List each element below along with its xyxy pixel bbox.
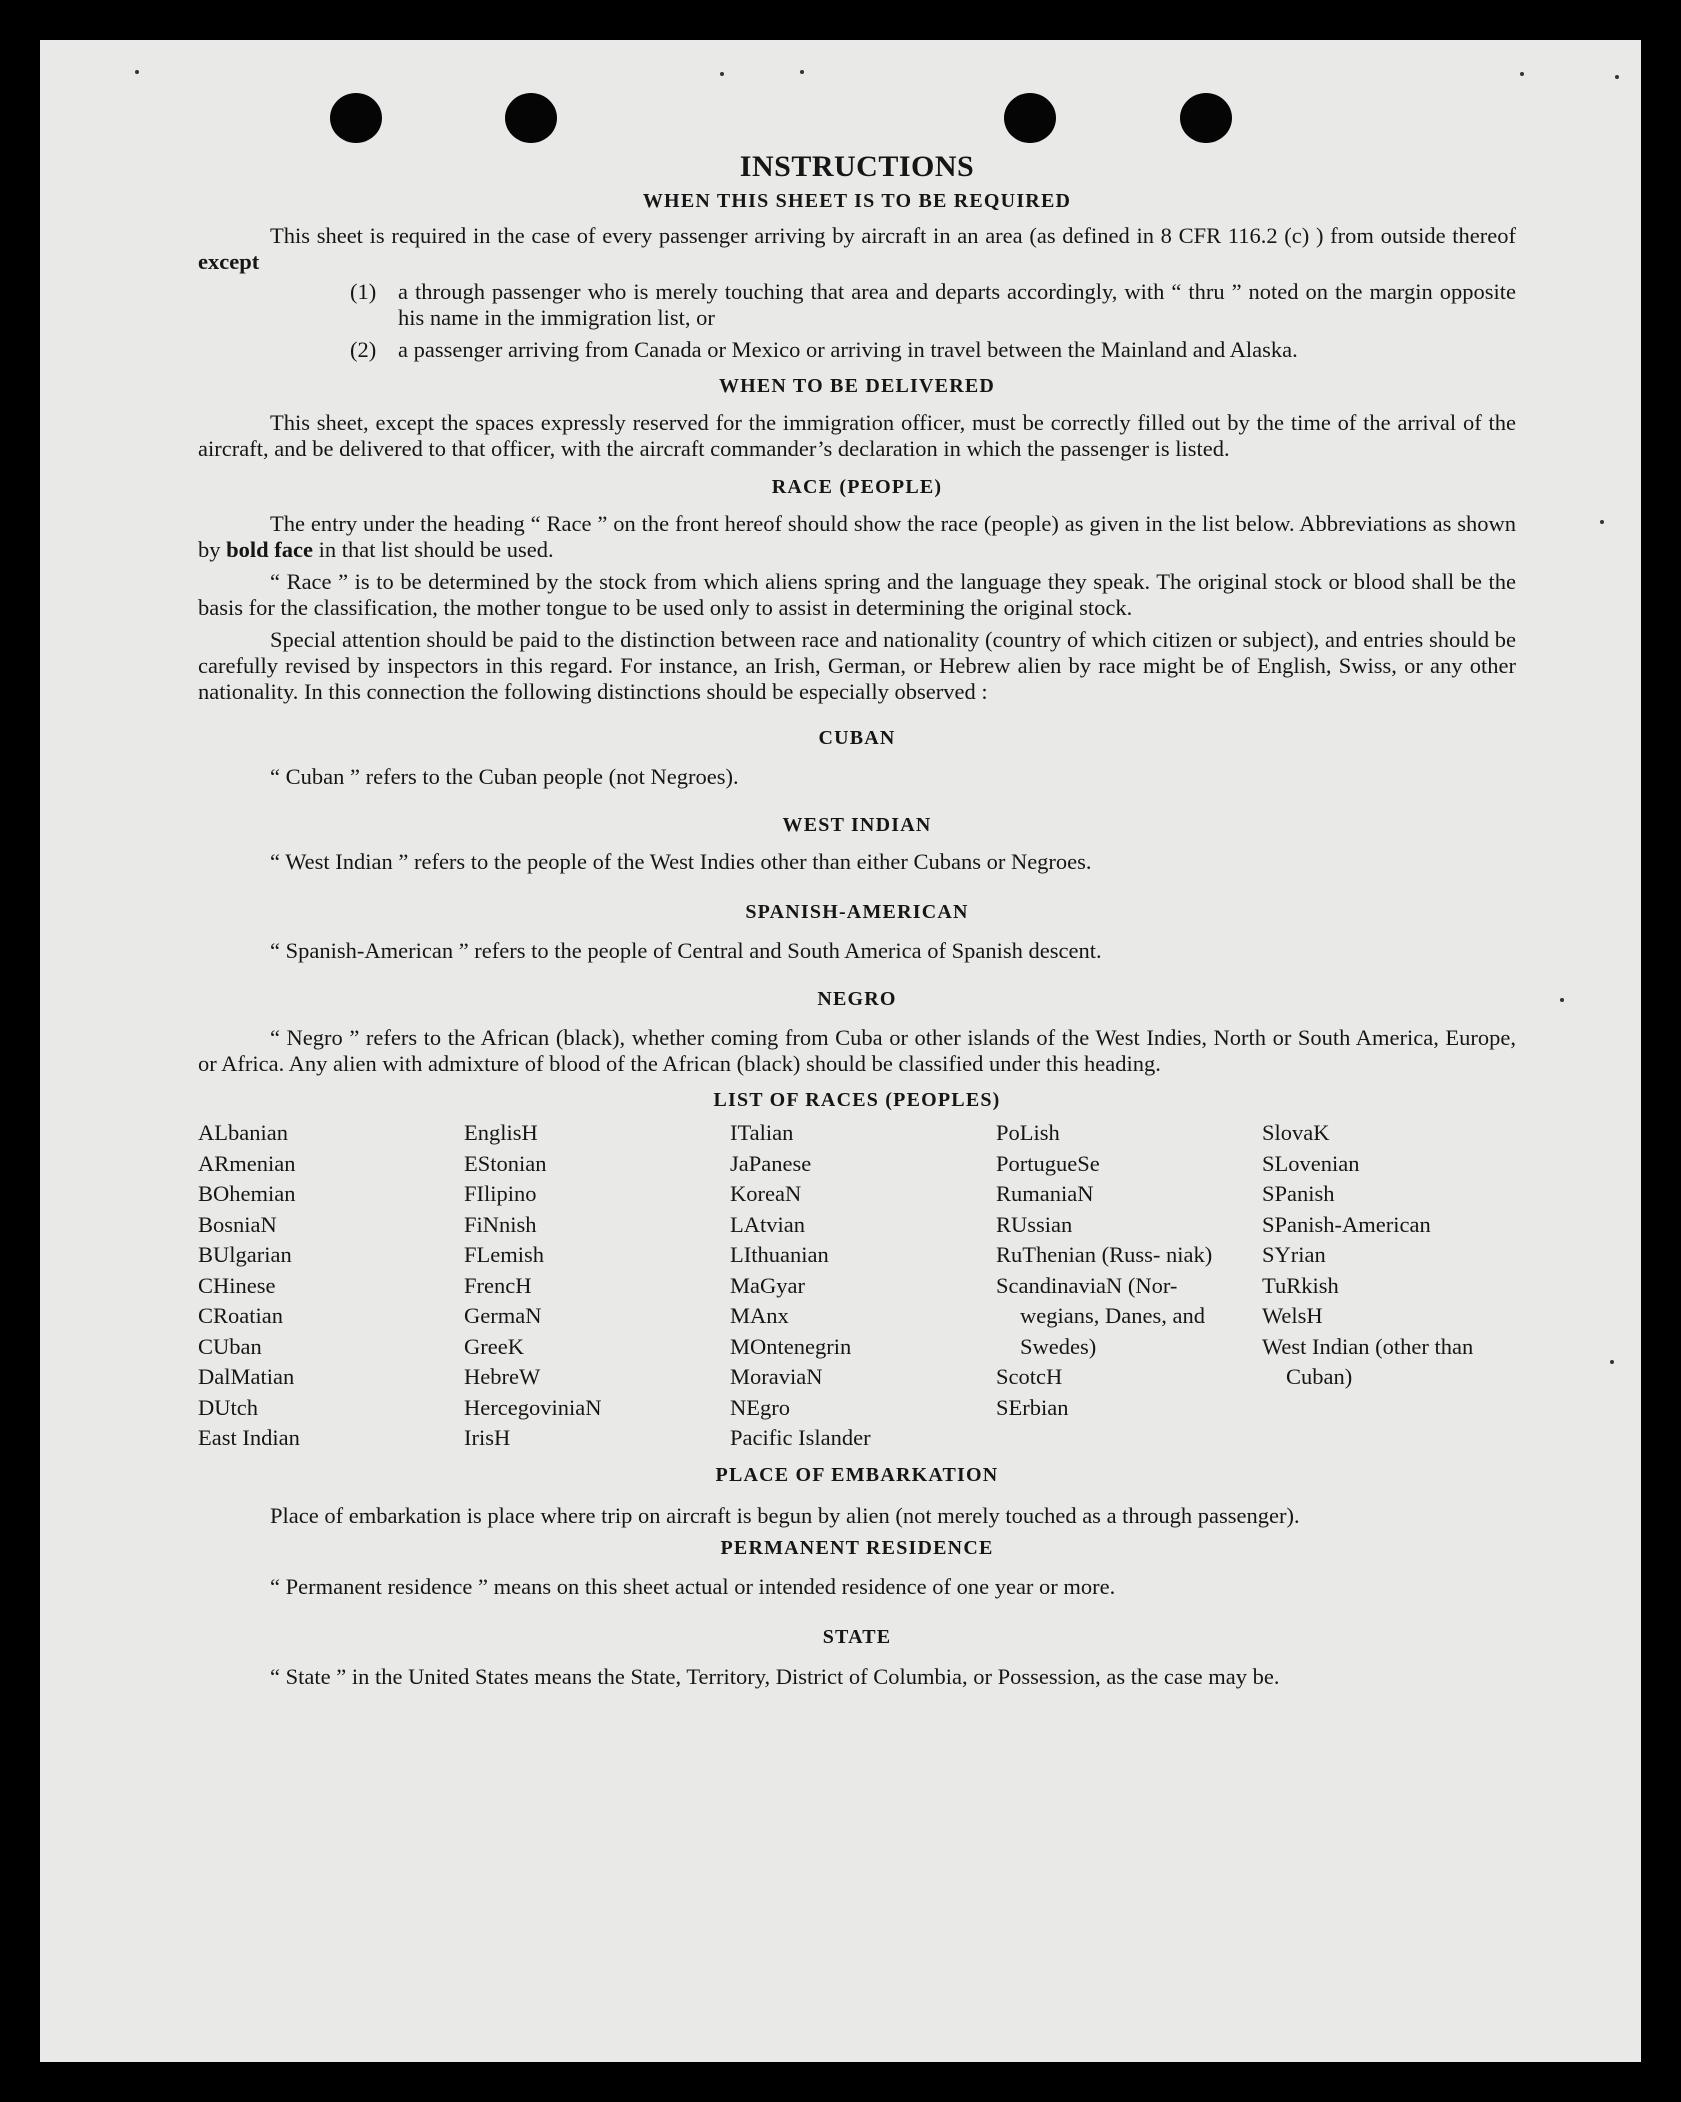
race-entry: SPanish-American xyxy=(1262,1211,1431,1237)
race-column-1 xyxy=(198,1118,464,1454)
race-entry: DUtch xyxy=(198,1394,258,1420)
race-entry: TuRkish xyxy=(1262,1272,1339,1298)
speck xyxy=(1610,1360,1614,1364)
race-entry: SErbian xyxy=(996,1394,1069,1420)
race-entry: SlovaK xyxy=(1262,1120,1330,1145)
item-text: a through passenger who is merely touching that area and departs accordingly, with “ thru ” noted on the margin opposite his name in the immigration list, or xyxy=(398,279,1516,330)
race-entry: FiNnish xyxy=(464,1211,537,1237)
race-entry: MaGyar xyxy=(730,1272,805,1298)
race-entry: SPanish xyxy=(1262,1181,1335,1206)
required-intro xyxy=(198,223,1516,275)
race-entry: ITalian xyxy=(730,1120,794,1145)
race-entry: GermaN xyxy=(464,1303,542,1328)
race-column-3 xyxy=(730,1118,996,1454)
race-entry: ARmenian xyxy=(198,1150,296,1176)
race-entry: RuThenian (Russ- niak) xyxy=(996,1242,1213,1267)
page-title: INSTRUCTIONS xyxy=(739,150,975,183)
speck xyxy=(1600,520,1604,524)
race-entry: EnglisH xyxy=(464,1120,538,1145)
race-entry: CHinese xyxy=(198,1272,276,1298)
race-entry: CUban xyxy=(198,1333,262,1359)
cuban-text: “ Cuban ” refers to the Cuban people (not Negroes). xyxy=(270,764,739,789)
race-entry: ScandinaviaN (Nor- wegians, Danes, and Swedes) xyxy=(996,1272,1205,1359)
race-entry: LAtvian xyxy=(730,1211,805,1237)
speck xyxy=(1560,998,1564,1002)
item-number: (2) xyxy=(350,337,377,362)
delivered-text: This sheet, except the spaces expressly reserved for the immigration officer, must be correctly filled out by the time of the arrival of the aircraft, and be delivered to that officer, with the aircraft commander’s declaration in which the passenger is listed. xyxy=(198,410,1516,461)
race-entry: RUssian xyxy=(996,1211,1073,1237)
spanish-american-text: “ Spanish-American ” refers to the people of Central and South America of Spanish descent. xyxy=(270,938,1102,963)
race-entry: WelsH xyxy=(1262,1303,1323,1328)
race-entry: IrisH xyxy=(464,1425,511,1450)
heading-negro: NEGRO xyxy=(817,988,897,1010)
speck xyxy=(1520,72,1524,76)
race-entry: West Indian (other than Cuban) xyxy=(1262,1333,1474,1389)
race-entry: JaPanese xyxy=(730,1150,812,1176)
negro-text: “ Negro ” refers to the African (black), whether coming from Cuba or other islands of the West Indies, North or South America, Europe, or Africa. Any alien with admixture of blood of the African (black) should be classified under this heading. xyxy=(198,1025,1516,1076)
heading-west-indian: WEST INDIAN xyxy=(782,814,932,836)
residence-text: “ Permanent residence ” means on this sheet actual or intended residence of one year or more. xyxy=(270,1573,1116,1599)
race-p1-a: The entry under the heading “ Race ” on the front hereof should show the race (people) as given in the list below. Abbreviations as shown by xyxy=(198,511,1516,562)
race-entry: BUlgarian xyxy=(198,1242,292,1267)
west-indian-text: “ West Indian ” refers to the people of the West Indies other than either Cubans or Negroes. xyxy=(270,849,1092,874)
heading-residence: PERMANENT RESIDENCE xyxy=(720,1536,994,1559)
state-text: “ State ” in the United States means the State, Territory, District of Columbia, or Possession, as the case may be. xyxy=(270,1663,1280,1689)
required-item-1 xyxy=(350,279,1516,331)
race-entry: ALbanian xyxy=(198,1120,288,1145)
race-entry: ScotcH xyxy=(996,1364,1063,1389)
race-list xyxy=(198,1118,1516,1454)
race-entry: FIlipino xyxy=(464,1181,537,1206)
race-entry: KoreaN xyxy=(730,1181,802,1206)
heading-list-of-races: LIST OF RACES (PEOPLES) xyxy=(713,1089,1001,1111)
race-entry: BOhemian xyxy=(198,1181,296,1206)
race-entry: LIthuanian xyxy=(730,1242,829,1267)
race-p1-bold: bold face xyxy=(226,537,313,562)
race-entry: PortugueSe xyxy=(996,1150,1100,1176)
item-number: (1) xyxy=(350,279,377,304)
race-column-4 xyxy=(996,1118,1262,1454)
race-column-2 xyxy=(464,1118,730,1454)
race-entry: CRoatian xyxy=(198,1303,283,1328)
race-paragraph-2: “ Race ” is to be determined by the stock from which aliens spring and the language they speak. The original stock or blood shall be the basis for the classification, the mother tongue to be used only to assist in determining the original stock. xyxy=(198,569,1516,620)
race-p1-b: in that list should be used. xyxy=(318,537,554,562)
race-entry: HercegoviniaN xyxy=(464,1394,602,1420)
heading-race: RACE (PEOPLE) xyxy=(771,476,943,498)
race-entry: FrencH xyxy=(464,1272,532,1298)
race-paragraph-3: Special attention should be paid to the distinction between race and nationality (country of which citizen or subject), and entries should be carefully revised by inspectors in this regard. For instance, an Irish, German, or Hebrew alien by race might be of English, Swiss, or any other nationality. In this connection the following distinctions should be especially observed : xyxy=(198,627,1516,704)
document-page xyxy=(40,40,1641,2062)
required-intro-text: This sheet is required in the case of every passenger arriving by aircraft in an area (as defined in 8 CFR 116.2 (c) ) from outside thereof xyxy=(270,223,1516,248)
required-intro-except: except xyxy=(198,249,260,274)
race-entry: HebreW xyxy=(464,1364,541,1389)
heading-required: WHEN THIS SHEET IS TO BE REQUIRED xyxy=(642,190,1072,212)
race-entry: East Indian xyxy=(198,1425,300,1450)
race-entry: EStonian xyxy=(464,1150,547,1176)
heading-embarkation: PLACE OF EMBARKATION xyxy=(715,1463,999,1486)
race-entry: MOntenegrin xyxy=(730,1333,852,1359)
race-entry: MoraviaN xyxy=(730,1364,823,1389)
race-column-5 xyxy=(1262,1118,1516,1454)
race-entry: SYrian xyxy=(1262,1242,1326,1267)
race-entry: SLovenian xyxy=(1262,1150,1360,1176)
race-entry: DalMatian xyxy=(198,1364,295,1389)
speck xyxy=(1615,75,1619,79)
race-entry: MAnx xyxy=(730,1303,789,1328)
item-text: a passenger arriving from Canada or Mexico or arriving in travel between the Mainland and Alaska. xyxy=(398,337,1298,362)
embarkation-text: Place of embarkation is place where trip on aircraft is begun by alien (not merely touched as a through passenger). xyxy=(270,1502,1300,1528)
required-item-2 xyxy=(350,337,1516,363)
race-entry: GreeK xyxy=(464,1333,524,1359)
race-entry: BosniaN xyxy=(198,1211,277,1237)
race-paragraph-1 xyxy=(198,511,1516,563)
race-entry: RumaniaN xyxy=(996,1181,1094,1206)
race-entry: FLemish xyxy=(464,1242,545,1267)
heading-spanish-american: SPANISH-AMERICAN xyxy=(745,901,969,923)
race-entry: NEgro xyxy=(730,1394,790,1420)
heading-delivered: WHEN TO BE DELIVERED xyxy=(718,375,996,397)
instructions-body xyxy=(198,40,1516,1693)
heading-cuban: CUBAN xyxy=(818,727,896,749)
race-entry: Pacific Islander xyxy=(730,1425,871,1450)
race-entry: PoLish xyxy=(996,1120,1060,1145)
heading-state: STATE xyxy=(822,1625,892,1648)
speck xyxy=(135,70,139,74)
